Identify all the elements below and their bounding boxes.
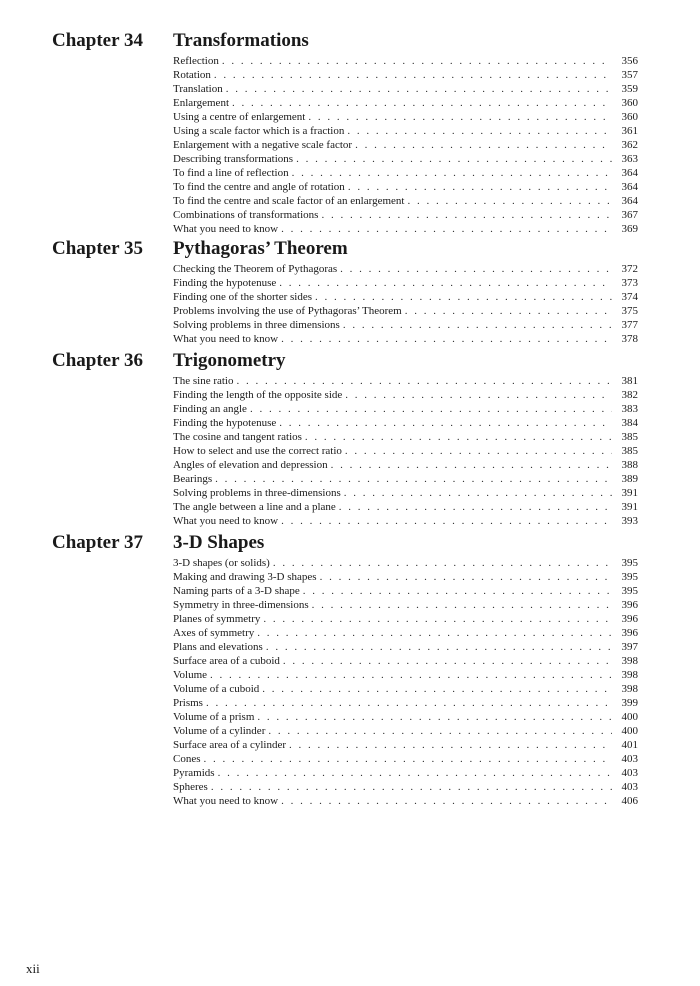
dot-leader [204,752,613,766]
dot-leader [214,68,612,82]
dot-leader [281,514,612,528]
toc-entry-label: Finding the hypotenuse [173,417,277,429]
toc-entry [173,276,638,290]
toc-entry [173,430,638,444]
dot-leader [226,82,612,96]
dot-leader [281,332,612,346]
chapter-number: Chapter 35 [52,238,143,259]
dot-leader [312,598,612,612]
toc-entry [173,486,638,500]
toc-entry-label: Solving problems in three dimensions [173,319,340,331]
toc-entry [173,794,638,808]
toc-entry [173,208,638,222]
toc-entry [173,194,638,208]
toc-entry [173,68,638,82]
dot-leader [315,290,612,304]
toc-entry [173,138,638,152]
dot-leader [405,304,612,318]
entry-list [173,262,638,346]
chapter-number: Chapter 34 [52,30,143,51]
page-number: xii [26,961,40,976]
toc-entry [173,626,638,640]
toc-entry-label: 3-D shapes (or solids) [173,557,270,569]
toc-entry-label: Pyramids [173,767,215,779]
toc-entry-page: 403 [621,781,638,793]
dot-leader [305,430,612,444]
toc-entry-page: 389 [621,473,638,485]
toc-entry-label: How to select and use the correct ratio [173,445,342,457]
dot-leader [355,138,612,152]
dot-leader [283,654,612,668]
toc-entry-label: Volume [173,669,208,681]
toc-entry-label: The sine ratio [173,375,234,387]
toc-entry-page: 360 [621,111,638,123]
toc-entry-label: To find the centre and scale factor of an enlargement [173,195,405,207]
toc-entry-label: Planes of symmetry [173,613,261,625]
toc-entry-page: 361 [621,125,638,137]
toc-entry [173,318,638,332]
toc-entry-page: 398 [621,669,638,681]
toc-entry-page: 369 [621,223,638,235]
toc-entry-page: 399 [621,697,638,709]
dot-leader [257,710,612,724]
toc-entry-label: What you need to know [173,515,279,527]
toc-entry-label: Prisms [173,697,203,709]
dot-leader [343,318,612,332]
toc-entry [173,458,638,472]
toc-entry [173,472,638,486]
toc-entry [173,304,638,318]
chapter-number: Chapter 36 [52,350,143,371]
toc-entry-label: Solving problems in three-dimensions [173,487,341,499]
toc-entry-label: Describing transformations [173,153,294,165]
chapter-title: 3-D Shapes [173,532,265,553]
toc-entry [173,696,638,710]
toc-entry-page: 364 [621,195,638,207]
toc-entry [173,166,638,180]
dot-leader [292,166,612,180]
toc-entry-label: What you need to know [173,333,279,345]
toc-entry-page: 364 [621,167,638,179]
toc-entry-label: Volume of a prism [173,711,255,723]
toc-entry-label: Translation [173,83,223,95]
dot-leader [266,640,612,654]
dot-leader [232,96,612,110]
toc-entry [173,682,638,696]
toc-entry-page: 400 [621,711,638,723]
toc-entry-page: 395 [621,557,638,569]
toc-entry-label: Checking the Theorem of Pythagoras [173,263,338,275]
toc-entry-label: Problems involving the use of Pythagoras’ Theorem [173,305,402,317]
toc-entry-page: 385 [621,431,638,443]
toc-entry-label: Combinations of transformations [173,209,319,221]
dot-leader [273,556,612,570]
toc-entry [173,262,638,276]
toc-entry-page: 359 [621,83,638,95]
dot-leader [289,738,612,752]
toc-entry [173,180,638,194]
toc-entry [173,290,638,304]
toc-entry [173,110,638,124]
toc-entry [173,54,638,68]
toc-entry [173,640,638,654]
toc-entry-label: To find a line of reflection [173,167,289,179]
dot-leader [215,472,612,486]
chapter-title: Trigonometry [173,350,286,371]
toc-entry [173,668,638,682]
toc-entry-page: 382 [621,389,638,401]
toc-entry-label: To find the centre and angle of rotation [173,181,345,193]
dot-leader [321,208,612,222]
toc-entry-page: 398 [621,683,638,695]
toc-entry-page: 391 [621,487,638,499]
toc-entry [173,444,638,458]
toc-entry-page: 375 [621,305,638,317]
toc-entry [173,654,638,668]
toc-entry-page: 398 [621,655,638,667]
dot-leader [339,500,612,514]
toc-entry [173,124,638,138]
entry-list [173,374,638,528]
chapter-title: Pythagoras’ Theorem [173,238,348,259]
toc-entry-page: 400 [621,725,638,737]
toc-entry [173,584,638,598]
toc-entry-label: Bearings [173,473,213,485]
toc-entry-label: The angle between a line and a plane [173,501,336,513]
dot-leader [206,696,612,710]
toc-entry [173,96,638,110]
toc-entry-page: 363 [621,153,638,165]
toc-entry-page: 395 [621,585,638,597]
toc-entry-page: 384 [621,417,638,429]
dot-leader [345,444,612,458]
toc-entry-page: 360 [621,97,638,109]
toc-entry-label: Finding the length of the opposite side [173,389,343,401]
toc-entry-page: 388 [621,459,638,471]
toc-entry [173,570,638,584]
toc-entry [173,500,638,514]
dot-leader [320,570,612,584]
dot-leader [331,458,612,472]
dot-leader [257,626,612,640]
entry-list [173,556,638,808]
toc-entry [173,710,638,724]
toc-entry [173,780,638,794]
toc-entry-label: Surface area of a cuboid [173,655,280,667]
toc-entry [173,752,638,766]
toc-entry [173,766,638,780]
chapter-number: Chapter 37 [52,532,143,553]
toc-entry-label: Enlargement with a negative scale factor [173,139,353,151]
toc-entry-label: Reflection [173,55,219,67]
toc-entry-label: Making and drawing 3-D shapes [173,571,317,583]
toc-entry-label: Axes of symmetry [173,627,255,639]
toc-entry [173,82,638,96]
toc-entry [173,724,638,738]
toc-entry-page: 378 [621,333,638,345]
toc-entry [173,514,638,528]
toc-entry-page: 374 [621,291,638,303]
dot-leader [210,668,612,682]
dot-leader [344,486,612,500]
toc-entry-label: Surface area of a cylinder [173,739,286,751]
toc-entry-page: 395 [621,571,638,583]
dot-leader [340,262,612,276]
toc-entry-label: Finding one of the shorter sides [173,291,313,303]
toc-entry-label: Angles of elevation and depression [173,459,328,471]
toc-entry-label: Using a centre of enlargement [173,111,306,123]
toc-entry [173,738,638,752]
toc-entry-page: 396 [621,627,638,639]
toc-entry [173,612,638,626]
dot-leader [348,180,612,194]
toc-entry-label: Finding the hypotenuse [173,277,277,289]
toc-entry-label: Using a scale factor which is a fraction [173,125,345,137]
toc-entry-page: 401 [621,739,638,751]
toc-entry-label: Spheres [173,781,208,793]
dot-leader [236,374,612,388]
toc-entry-page: 367 [621,209,638,221]
dot-leader [308,110,612,124]
dot-leader [279,416,612,430]
dot-leader [218,766,612,780]
dot-leader [262,682,612,696]
toc-entry [173,556,638,570]
dot-leader [303,584,612,598]
dot-leader [222,54,612,68]
toc-entry [173,374,638,388]
toc-entry-page: 372 [621,263,638,275]
toc-entry-page: 391 [621,501,638,513]
toc-entry-page: 383 [621,403,638,415]
entry-list [173,54,638,236]
toc-entry [173,598,638,612]
toc-entry-page: 381 [621,375,638,387]
toc-entry-label: Enlargement [173,97,229,109]
dot-leader [281,794,612,808]
toc-entry-label: Naming parts of a 3-D shape [173,585,300,597]
toc-entry-page: 393 [621,515,638,527]
toc-entry-page: 403 [621,753,638,765]
toc-entry-label: The cosine and tangent ratios [173,431,302,443]
toc-entry-page: 396 [621,599,638,611]
toc-entry [173,402,638,416]
toc-entry-page: 403 [621,767,638,779]
dot-leader [263,612,612,626]
toc-entry-label: Rotation [173,69,211,81]
toc-entry [173,388,638,402]
toc-entry-label: Cones [173,753,201,765]
dot-leader [296,152,612,166]
toc-entry-label: Finding an angle [173,403,247,415]
toc-entry-page: 377 [621,319,638,331]
dot-leader [347,124,612,138]
dot-leader [279,276,612,290]
toc-entry [173,416,638,430]
toc-entry [173,332,638,346]
dot-leader [407,194,612,208]
toc-entry-page: 357 [621,69,638,81]
toc-entry-label: Plans and elevations [173,641,263,653]
toc-entry-label: Volume of a cuboid [173,683,260,695]
dot-leader [281,222,612,236]
dot-leader [268,724,612,738]
toc-entry-page: 396 [621,613,638,625]
toc-entry-label: Symmetry in three-dimensions [173,599,309,611]
toc-entry-page: 385 [621,445,638,457]
toc-entry [173,152,638,166]
toc-entry-page: 356 [621,55,638,67]
toc-entry-page: 373 [621,277,638,289]
toc-entry-label: Volume of a cylinder [173,725,266,737]
dot-leader [345,388,612,402]
toc-entry-label: What you need to know [173,795,279,807]
chapter-title: Transformations [173,30,309,51]
toc-entry [173,222,638,236]
toc-entry-page: 406 [621,795,638,807]
dot-leader [250,402,612,416]
toc-entry-page: 364 [621,181,638,193]
toc-entry-page: 397 [621,641,638,653]
toc-entry-page: 362 [621,139,638,151]
dot-leader [211,780,612,794]
toc-entry-label: What you need to know [173,223,279,235]
